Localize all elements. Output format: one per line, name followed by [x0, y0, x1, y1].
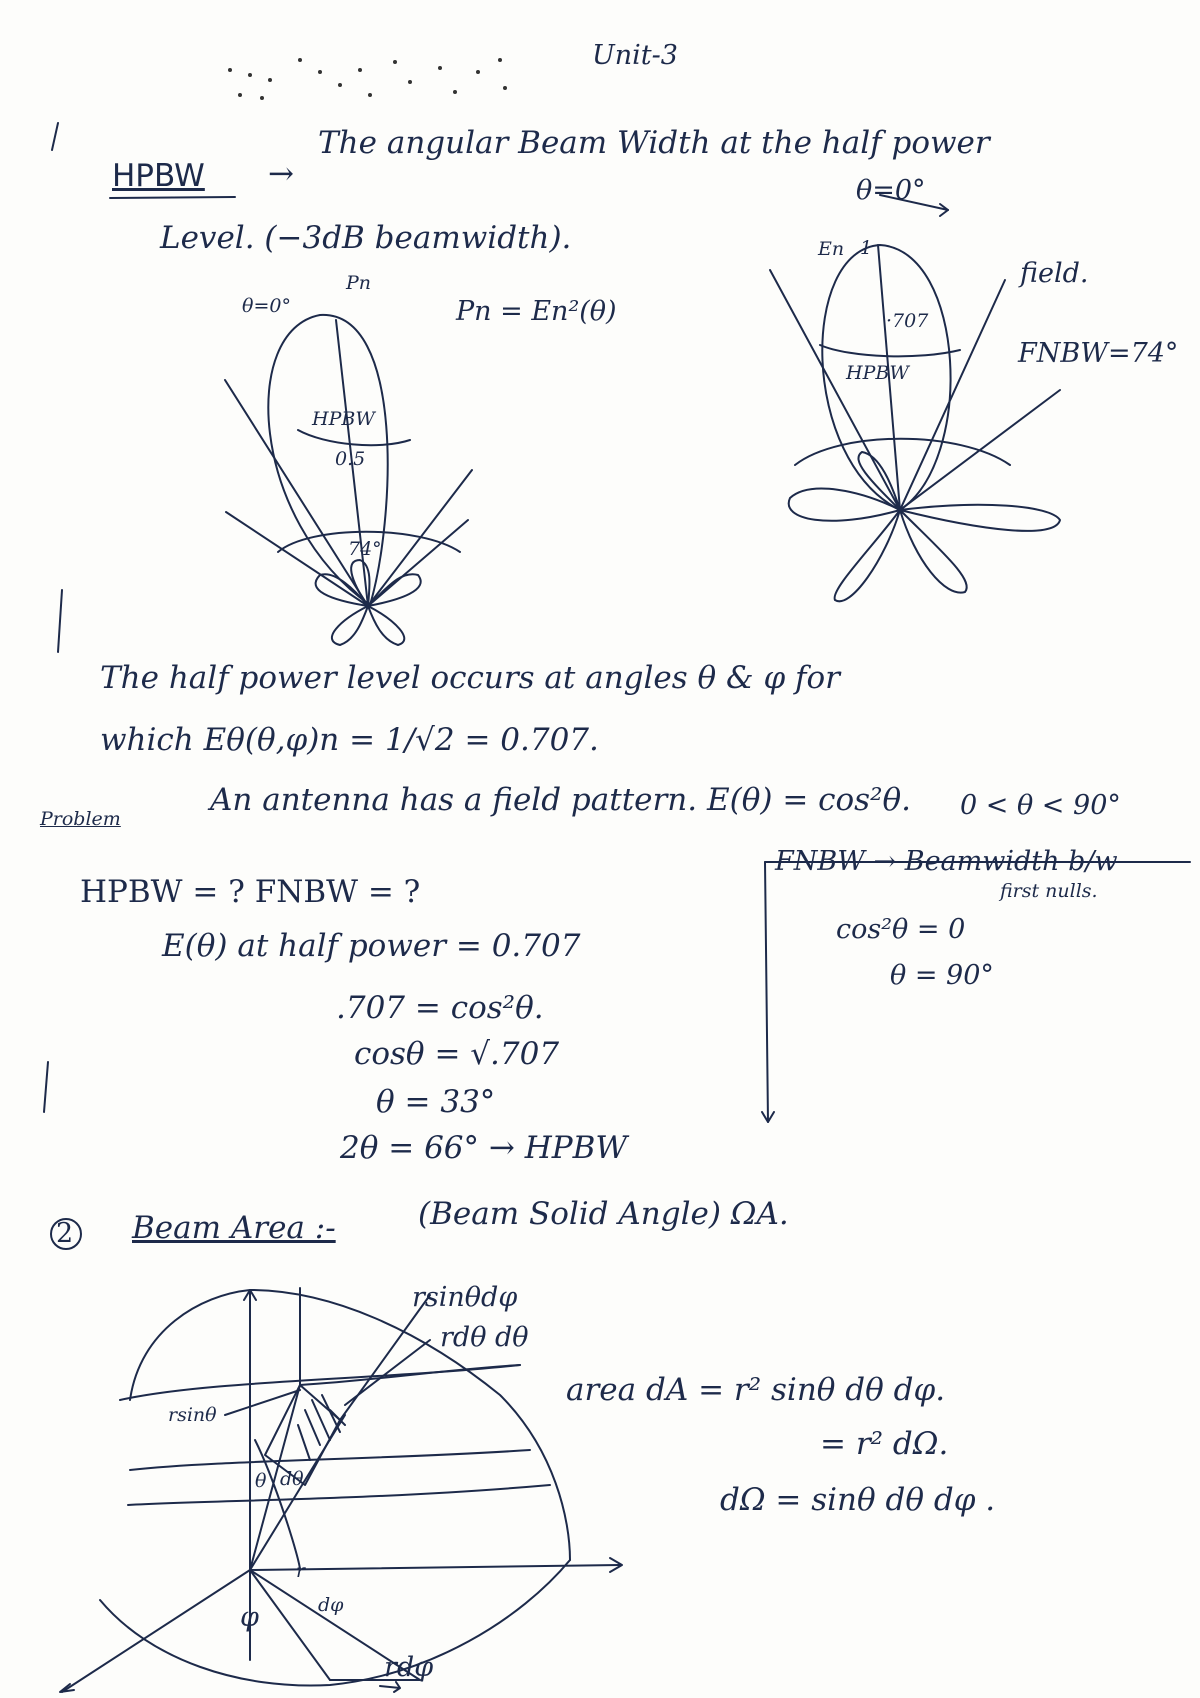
beam-area-number: 2 — [56, 1218, 74, 1249]
solution-step4: θ = 33° — [376, 1084, 496, 1120]
half-power-line1: The half power level occurs at angles θ & φ for — [100, 660, 841, 696]
problem-label: Problem — [40, 808, 121, 830]
hpbw-arrow: → — [268, 156, 294, 192]
fnbw-box-line3: cos²θ = 0 — [836, 914, 966, 945]
hpbw-definition-line1: The angular Beam Width at the half power — [318, 125, 990, 161]
right-en-value: 1 — [860, 237, 873, 259]
right-fnbw-label: FNBW=74° — [1018, 338, 1179, 369]
right-lobe-hpbw-label: HPBW — [846, 362, 909, 384]
equation-r2-domega: = r² dΩ. — [820, 1426, 949, 1462]
equation-area-dA: area dA = r² sinθ dθ dφ. — [566, 1372, 946, 1408]
fnbw-box-line1: FNBW → Beamwidth b/w — [775, 846, 1118, 877]
dotted-scribble — [228, 58, 507, 100]
left-radiation-pattern — [225, 315, 472, 645]
left-half-value: 0.5 — [335, 448, 366, 470]
hpbw-underline — [110, 197, 235, 198]
solution-step5: 2θ = 66° → HPBW — [340, 1130, 628, 1166]
solution-step3: cosθ = √.707 — [354, 1036, 560, 1072]
spherical-coordinates-sketch — [60, 1288, 622, 1692]
label-dtheta: dθ — [280, 1468, 304, 1490]
equation-domega: dΩ = sinθ dθ dφ . — [720, 1482, 996, 1518]
solution-step2: .707 = cos²θ. — [336, 990, 544, 1026]
label-rdphi: rdφ — [384, 1652, 434, 1683]
problem-range: 0 < θ < 90° — [960, 790, 1121, 821]
pn-formula: Pn = En²(θ) — [456, 296, 617, 327]
beam-area-subtitle: (Beam Solid Angle) ΩA. — [418, 1196, 789, 1232]
problem-statement: An antenna has a field pattern. E(θ) = cos²θ. — [210, 782, 912, 818]
left-angle-label: 74° — [348, 538, 382, 560]
right-radiation-pattern — [770, 195, 1060, 601]
label-r: r — [296, 1560, 306, 1582]
fnbw-box-line4: θ = 90° — [890, 960, 994, 991]
left-theta-zero: θ=0° — [242, 295, 291, 317]
right-theta-zero: θ=0° — [856, 175, 926, 206]
beam-area-title: Beam Area :- — [132, 1210, 336, 1246]
label-phi: φ — [240, 1602, 259, 1633]
right-707-label: ·707 — [886, 310, 929, 332]
left-lobe-hpbw-label: HPBW — [312, 408, 375, 430]
label-rsin-dphi: rsinθdφ — [412, 1282, 518, 1313]
half-power-line2: which Eθ(θ,φ)n = 1/√2 = 0.707. — [100, 722, 599, 758]
unit-heading: Unit-3 — [592, 40, 678, 71]
label-rsin: rsinθ — [168, 1404, 217, 1426]
right-field-label: field. — [1020, 258, 1089, 289]
label-dphi: dφ — [318, 1594, 344, 1616]
circled-number — [51, 1219, 81, 1249]
label-theta: θ — [255, 1470, 267, 1492]
fnbw-box-line2: first nulls. — [1000, 880, 1098, 902]
problem-question: HPBW = ? FNBW = ? — [80, 874, 421, 910]
margin-marks — [44, 123, 62, 1112]
pn-label: Pn — [346, 272, 372, 294]
hpbw-term: HPBW — [112, 158, 205, 194]
label-rdtheta: rdθ dθ — [440, 1322, 529, 1353]
solution-step1: E(θ) at half power = 0.707 — [162, 928, 581, 964]
right-en-label: En — [818, 238, 845, 260]
fnbw-box — [762, 862, 1190, 1122]
hpbw-definition-line2: Level. (−3dB beamwidth). — [160, 220, 572, 256]
